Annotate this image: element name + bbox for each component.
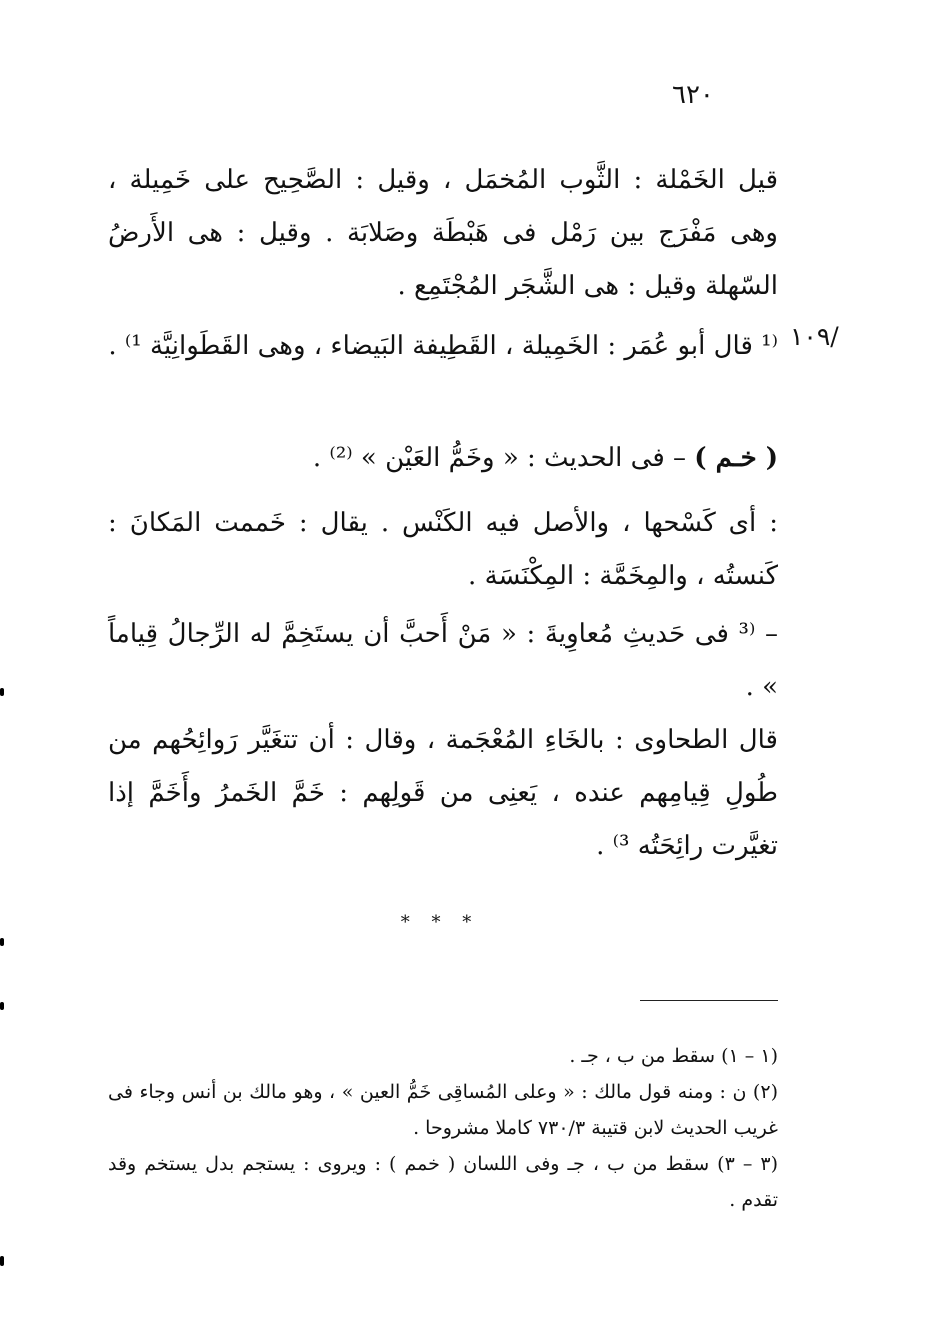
paragraph-text: : أى كَسْحها ، والأصل فيه الكَنْس . يقال : خَممت المَكانَ : كَنستُه ، والمِخَمَّة : المِكْنَسَة .	[108, 508, 778, 591]
paragraph-abu-umar	[108, 320, 778, 373]
page-number: ٦٢٠	[672, 80, 714, 110]
footnote-2: (٢) ن : ومنه قول مالك : « وعلى المُساقِى خَمُّ العين » ، وهو مالك بن أنس وجاء فى غريب الحديث لابن قتيبة ٧٣٠/٣ كاملا مشروحا .	[108, 1081, 778, 1139]
paragraph-text: ⁽¹ قال أبو عُمَر : الخَمِيلة ، القَطِيفة البَيضاء ، وهى القَطَوانِيَّة ¹⁾ .	[108, 331, 778, 361]
entry-heading-khamm	[108, 432, 778, 485]
scan-edge-mark	[0, 1256, 4, 1266]
footnote-rule	[640, 1000, 778, 1001]
scan-edge-mark	[0, 938, 4, 946]
entry-heading-text: – فى الحديث : « وخَمُّ العَيْن » ⁽²⁾ .	[312, 443, 695, 473]
entry-keyword: ( خـم )	[694, 443, 778, 473]
paragraph-text: قيل الخَمْلة : الثَّوب المُخمَل ، وقيل : الصَّحِيح على خَمِيلة ، وهى مَفْرَج بين رَمْل فى هَبْطَة وصَلابَة . وقيل : هى الأَرضُ السّهلة وقيل : هى الشَّجَر المُجْتَمِع .	[108, 165, 778, 301]
paragraph-tahawi	[108, 714, 778, 873]
footnote-1: (١ – ١) سقط من ب ، جـ .	[569, 1045, 778, 1067]
scan-edge-mark	[0, 1002, 4, 1010]
margin-reference-number: /١٠٩	[790, 322, 839, 351]
footnotes	[108, 1038, 778, 1218]
paragraph-text: قال الطحاوى : بالخَاءِ المُعْجَمة ، وقال : أن تتغَيَّر رَوائِحُهم من طُولِ قِيامِهم عنده ، يَعنِى من قَولِهم : خَمَّ الخَمرُ وأَخَمَّ إذا تغيَّرت رائِحَتُه ³⁾ .	[108, 725, 778, 861]
paragraph-muawiya-hadith	[108, 608, 778, 714]
scan-edge-mark	[0, 688, 4, 696]
paragraph-kasaha	[108, 497, 778, 603]
paragraph-text: – ⁽³ فى حَديثِ مُعاوِيةَ : « مَنْ أَحبَّ أن يستَخِمَّ له الرِّجالُ قِياماً » .	[108, 619, 778, 702]
paragraph-khamla	[108, 154, 778, 313]
section-separator: * * *	[400, 912, 480, 933]
footnote-3: (٣ – ٣) سقط من ب ، جـ وفى اللسان ( خمم ) : ويروى : يستجم بدل يستخم وقد تقدم .	[108, 1153, 778, 1211]
